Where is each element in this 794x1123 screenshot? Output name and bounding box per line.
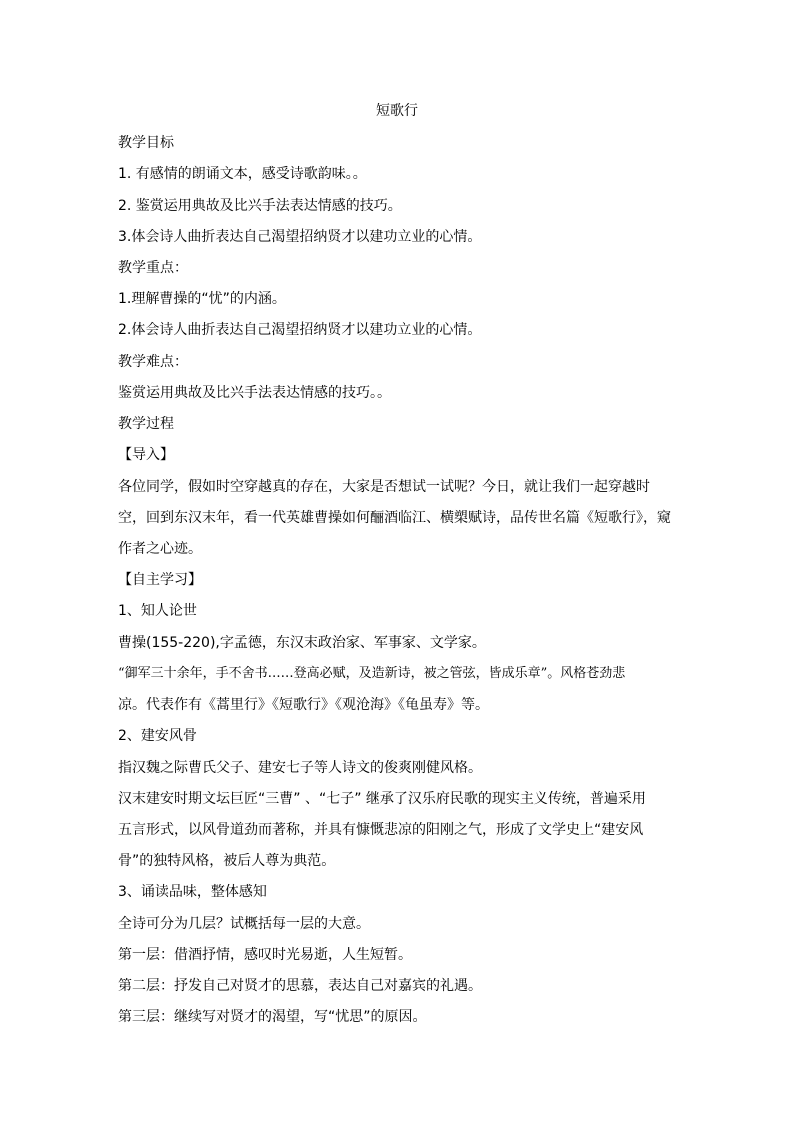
text-line: 凉。代表作有《蒿里行》《短歌行》《观沧海》《龟虽寿》等。 [118, 697, 489, 713]
text-line: 教学目标 [118, 135, 174, 151]
text-line: 第二层：抒发自己对贤才的思慕，表达自己对嘉宾的礼遇。 [118, 978, 482, 994]
text-line: 鉴赏运用典故及比兴手法表达情感的技巧。。 [118, 385, 391, 401]
text-line: 曹操(155-220),字孟德，东汉末政治家、军事家、文学家。 [118, 635, 486, 651]
text-line: 1. 有感情的朗诵文本，感受诗歌韵味。。 [118, 166, 367, 182]
text-line: 第三层：继续写对贤才的渴望，写“忧思”的原因。 [118, 1009, 427, 1025]
text-line: 3、诵读品味，整体感知 [118, 884, 267, 900]
text-line: 2.体会诗人曲折表达自己渴望招纳贤才以建功立业的心情。 [118, 322, 482, 338]
text-line: 指汉魏之际曹氏父子、建安七子等人诗文的俊爽刚健风格。 [118, 760, 482, 776]
section-heading: 【导入】 [118, 447, 174, 463]
text-line: 第一层：借酒抒情，感叹时光易逝，人生短暂。 [118, 947, 412, 963]
text-line: 1.理解曹操的“忧”的内涵。 [118, 291, 286, 307]
text-line: 作者之心迹。 [118, 541, 202, 557]
text-line: 3.体会诗人曲折表达自己渴望招纳贤才以建功立业的心情。 [118, 229, 482, 245]
text-line: 各位同学，假如时空穿越真的存在，大家是否想试一试呢？今日，就让我们一起穿越时 [118, 479, 650, 495]
text-line: 骨”的独特风格，被后人尊为典范。 [118, 853, 336, 869]
quote-line: “御军三十余年，手不舍书……登高必赋，及造新诗，被之管弦，皆成乐章”。风格苍劲悲 [118, 666, 626, 681]
text-line: 五言形式，以风骨道劲而著称，并具有慷慨悲凉的阳刚之气，形成了文学史上“建安风 [118, 822, 644, 838]
document-title: 短歌行 [376, 103, 418, 119]
text-line: 2、建安风骨 [118, 728, 197, 744]
text-line: 全诗可分为几层？试概括每一层的大意。 [118, 916, 370, 932]
section-heading: 【自主学习】 [118, 572, 202, 588]
text-line: 2. 鉴赏运用典故及比兴手法表达情感的技巧。 [118, 198, 402, 214]
text-line: 1、知人论世 [118, 603, 197, 619]
text-line: 汉末建安时期文坛巨匠“三曹” 、“七子” 继承了汉乐府民歌的现实主义传统，普遍采用 [118, 791, 646, 807]
text-line: 教学重点： [118, 260, 188, 276]
text-line: 教学难点： [118, 354, 188, 370]
text-line: 空，回到东汉末年，看一代英雄曹操如何酾酒临江、横槊赋诗，品传世名篇《短歌行》，窥 [118, 510, 671, 526]
text-line: 教学过程 [118, 416, 174, 432]
